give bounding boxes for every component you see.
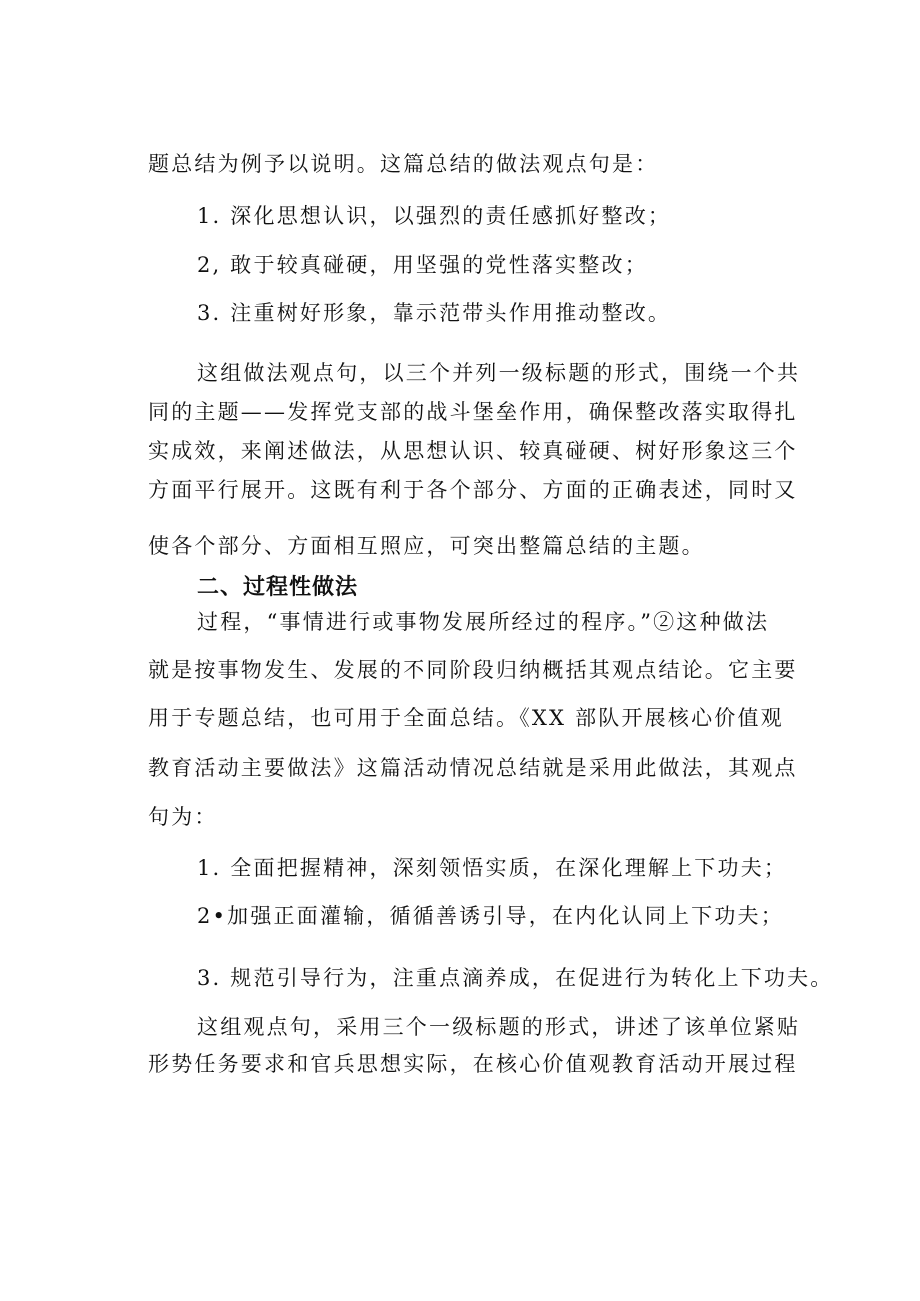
paragraph-2-line-1: 这组做法观点句，以三个并列一级标题的形式，围绕一个共 bbox=[197, 361, 801, 385]
list-2-item-2: 2•加强正面灌输，循循善诱引导，在内化认同上下功夫； bbox=[197, 904, 784, 928]
paragraph-2-line-5: 使各个部分、方面相互照应，可突出整篇总结的主题。 bbox=[148, 534, 705, 558]
paragraph-4-line-1: 这组观点句，采用三个一级标题的形式，讲述了该单位紧贴 bbox=[197, 1015, 801, 1039]
paragraph-3-line-3: 用于专题总结，也可用于全面总结。《XX 部队开展核心价值观 bbox=[148, 706, 784, 730]
list-1-item-3: 3. 注重树好形象，靠示范带头作用推动整改。 bbox=[197, 301, 672, 325]
list-1-item-1: 1. 深化思想认识，以强烈的责任感抓好整改； bbox=[197, 204, 672, 228]
list-2-item-1: 1. 全面把握精神，深刻领悟实质，在深化理解上下功夫； bbox=[197, 856, 788, 880]
paragraph-3-line-1: 过程，“事情进行或事物发展所经过的程序。”②这种做法 bbox=[197, 610, 770, 634]
paragraph-4-line-2: 形势任务要求和官兵思想实际，在核心价值观教育活动开展过程 bbox=[148, 1052, 798, 1076]
paragraph-2-line-4: 方面平行展开。这既有利于各个部分、方面的正确表述，同时又 bbox=[148, 478, 798, 502]
paragraph-3-line-2: 就是按事物发生、发展的不同阶段归纳概括其观点结论。它主要 bbox=[148, 658, 798, 682]
section-heading: 二、过程性做法 bbox=[197, 575, 359, 600]
paragraph-1-tail: 题总结为例予以说明。这篇总结的做法观点句是： bbox=[148, 152, 659, 176]
list-1-item-2: 2, 敢于较真碰硬，用坚强的党性落实整改； bbox=[197, 253, 648, 277]
paragraph-2-line-2: 同的主题——发挥党支部的战斗堡垒作用，确保整改落实取得扎 bbox=[148, 400, 798, 424]
paragraph-3-line-4: 教育活动主要做法》这篇活动情况总结就是采用此做法，其观点 bbox=[148, 756, 798, 780]
paragraph-2-line-3: 实成效，来阐述做法，从思想认识、较真碰硬、树好形象这三个 bbox=[148, 439, 798, 463]
paragraph-3-line-5: 句为： bbox=[148, 805, 218, 829]
list-2-item-3: 3. 规范引导行为，注重点滴养成，在促进行为转化上下功夫。 bbox=[197, 966, 834, 990]
